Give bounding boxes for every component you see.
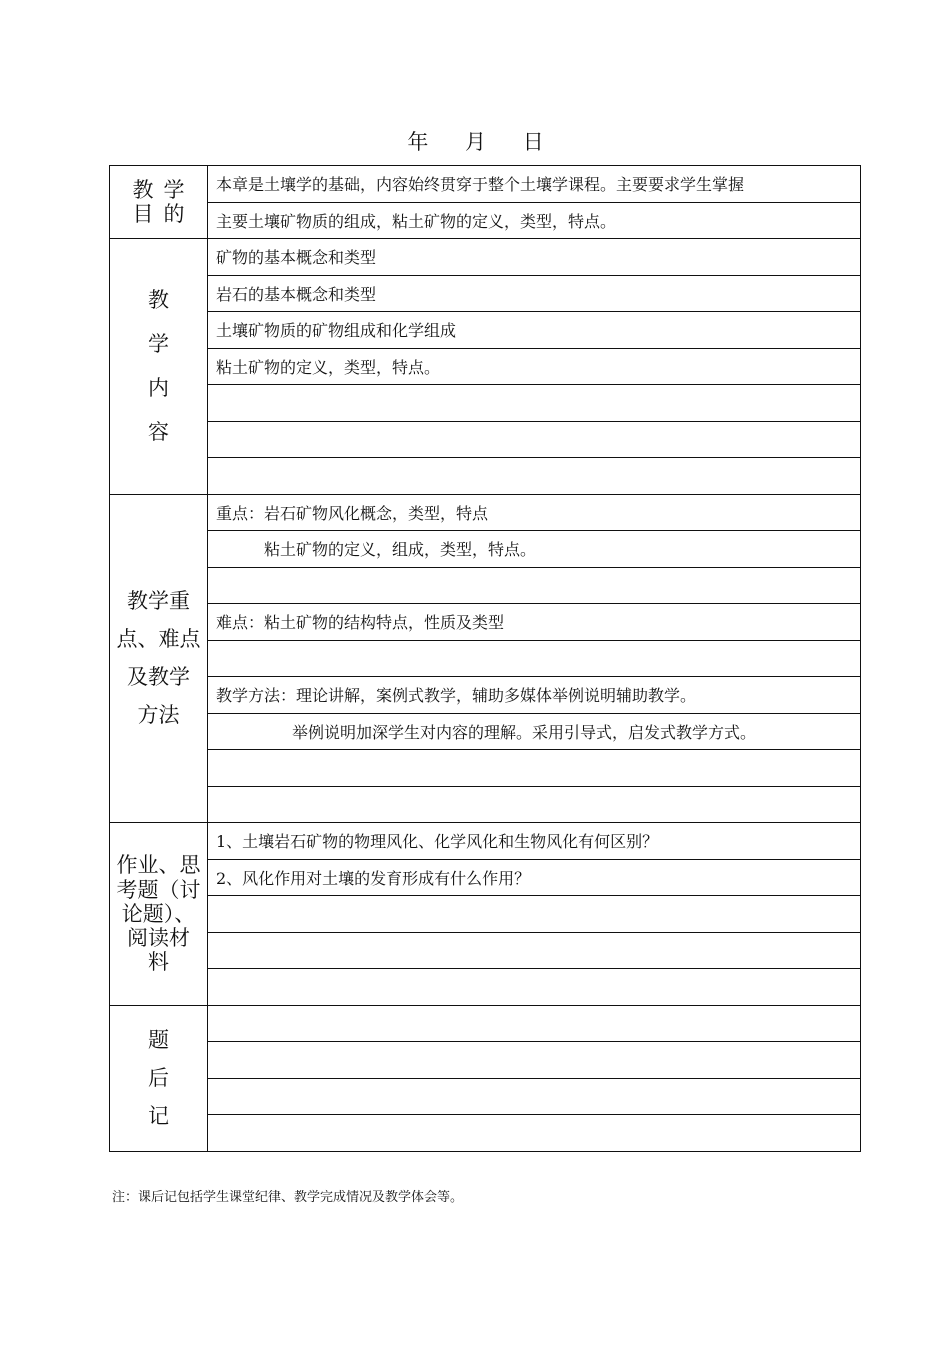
- homework-label: [110, 823, 208, 1006]
- postscript-label-char: 题: [148, 1027, 169, 1052]
- method-line-2[interactable]: 举例说明加深学生对内容的理解。采用引导式，启发式教学方式。: [208, 713, 861, 750]
- objectives-line-2[interactable]: 主要土壤矿物质的组成，粘土矿物的定义，类型，特点。: [208, 202, 861, 239]
- key-points-label-line: 教学重: [127, 588, 190, 613]
- content-line-5[interactable]: [208, 385, 861, 422]
- footnote: 注：课后记包括学生课堂纪律、教学完成情况及教学体会等。: [112, 1190, 464, 1205]
- content-label-char: 学: [148, 332, 169, 357]
- content-label-char: 容: [148, 420, 169, 445]
- day-label: 日: [522, 130, 545, 154]
- homework-label-line: 考题（讨: [116, 877, 201, 902]
- objectives-label: [110, 166, 208, 239]
- lesson-plan-table: [109, 165, 861, 1152]
- postscript-line-2[interactable]: [208, 1042, 861, 1079]
- homework-line-5[interactable]: [208, 969, 861, 1006]
- method-line-4[interactable]: [208, 786, 861, 823]
- key-points-line-2[interactable]: 粘土矿物的定义，组成，类型，特点。: [208, 531, 861, 568]
- key-points-label: [110, 494, 208, 823]
- content-line-3[interactable]: 土壤矿物质的矿物组成和化学组成: [208, 312, 861, 349]
- postscript-line-3[interactable]: [208, 1078, 861, 1115]
- key-points-line-3[interactable]: [208, 567, 861, 604]
- homework-line-4[interactable]: [208, 932, 861, 969]
- key-points-label-line: 及教学: [127, 665, 190, 690]
- content-label: [110, 239, 208, 495]
- homework-label-line: 作业、思: [116, 853, 201, 878]
- objectives-line-1[interactable]: 本章是土壤学的基础，内容始终贯穿于整个土壤学课程。主要要求学生掌握: [208, 166, 861, 203]
- key-points-line-1[interactable]: 重点：岩石矿物风化概念，类型，特点: [208, 494, 861, 531]
- postscript-line-1[interactable]: [208, 1005, 861, 1042]
- content-line-4[interactable]: 粘土矿物的定义，类型，特点。: [208, 348, 861, 385]
- content-label-char: 教: [148, 287, 169, 312]
- homework-line-3[interactable]: [208, 896, 861, 933]
- method-line-3[interactable]: [208, 750, 861, 787]
- postscript-line-4[interactable]: [208, 1115, 861, 1152]
- homework-line-1[interactable]: 1、土壤岩石矿物的物理风化、化学风化和生物风化有何区别？: [208, 823, 861, 860]
- content-label-char: 内: [148, 376, 169, 401]
- content-line-1[interactable]: 矿物的基本概念和类型: [208, 239, 861, 276]
- content-line-6[interactable]: [208, 421, 861, 458]
- postscript-label-char: 后: [148, 1065, 169, 1090]
- year-label: 年: [407, 130, 430, 154]
- method-line-1[interactable]: 教学方法：理论讲解，案例式教学，辅助多媒体举例说明辅助教学。: [208, 677, 861, 714]
- difficulty-line-2[interactable]: [208, 640, 861, 677]
- month-label: 月: [465, 130, 487, 154]
- difficulty-line-1[interactable]: 难点：粘土矿物的结构特点，性质及类型: [208, 604, 861, 641]
- content-line-2[interactable]: 岩石的基本概念和类型: [208, 275, 861, 312]
- objectives-label-line1: 教学: [132, 177, 195, 202]
- key-points-label-line: 方法: [137, 703, 180, 728]
- date-line: [0, 126, 952, 156]
- objectives-row: [110, 166, 861, 203]
- homework-line-2[interactable]: 2、风化作用对土壤的发育形成有什么作用？: [208, 859, 861, 896]
- postscript-label: [110, 1005, 208, 1151]
- postscript-label-char: 记: [148, 1104, 169, 1129]
- homework-label-line: 阅读材: [127, 925, 190, 950]
- homework-label-line: 论题）、: [121, 901, 196, 926]
- objectives-label-line2: 目的: [132, 202, 195, 226]
- homework-label-line: 料: [148, 949, 169, 974]
- key-points-label-line: 点、难点: [116, 627, 201, 652]
- content-line-7[interactable]: [208, 458, 861, 495]
